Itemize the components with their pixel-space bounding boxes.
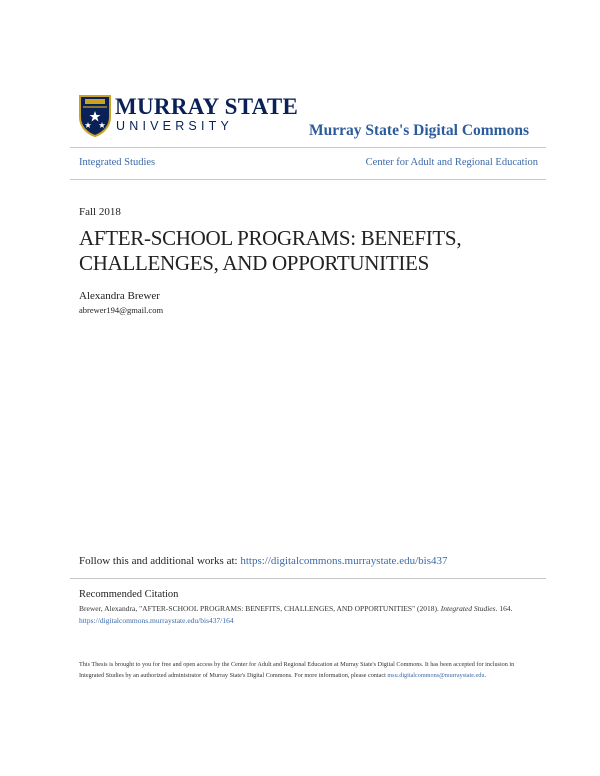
nav-divider — [70, 179, 546, 180]
publication-date: Fall 2018 — [79, 206, 121, 218]
follow-divider — [70, 578, 546, 579]
citation-url-link[interactable]: https://digitalcommons.murraystate.edu/bis437/164 — [79, 615, 234, 625]
department-link[interactable]: Center for Adult and Regional Education — [365, 157, 538, 168]
collection-link[interactable]: Integrated Studies — [79, 157, 156, 168]
follow-prefix: Follow this and additional works at: — [79, 555, 241, 567]
citation-end: . 164. — [495, 604, 513, 613]
author-name: Alexandra Brewer — [79, 290, 160, 302]
shield-icon — [79, 95, 111, 137]
logo-wordmark: MURRAY STATE — [115, 94, 299, 119]
university-logo[interactable] — [79, 95, 299, 140]
article-title — [79, 226, 549, 276]
title-line-2: CHALLENGES, AND OPPORTUNITIES — [79, 251, 429, 275]
access-notice-text: This Thesis is brought to you for free and open access by the Center for Adult and Regional Education at Murray State's Digital Commons. It has been accepted for inclusion in Integrated Studies by an authorized administrator of Murray State's Digital Commons. For more information, please contact — [79, 661, 515, 679]
access-notice-end: . — [484, 671, 487, 679]
repository-title-link[interactable]: Murray State's Digital Commons — [309, 122, 529, 139]
title-line-1: AFTER-SCHOOL PROGRAMS: BENEFITS, — [79, 226, 462, 250]
citation-text — [79, 603, 529, 626]
header-divider — [70, 147, 546, 148]
follow-line — [79, 555, 447, 567]
author-email: abrewer194@gmail.com — [79, 305, 164, 315]
citation-heading: Recommended Citation — [79, 589, 179, 600]
logo-subtitle: UNIVERSITY — [116, 119, 234, 133]
citation-start: Brewer, Alexandra, "AFTER-SCHOOL PROGRAMS: BENEFITS, CHALLENGES, AND OPPORTUNITIES" (2018). — [79, 604, 441, 613]
citation-journal: Integrated Studies — [440, 604, 496, 613]
contact-email-link[interactable]: msu.digitalcommons@murraystate.edu — [387, 671, 485, 679]
follow-url-link[interactable]: https://digitalcommons.murraystate.edu/bis437 — [240, 555, 448, 567]
access-notice — [79, 660, 529, 681]
